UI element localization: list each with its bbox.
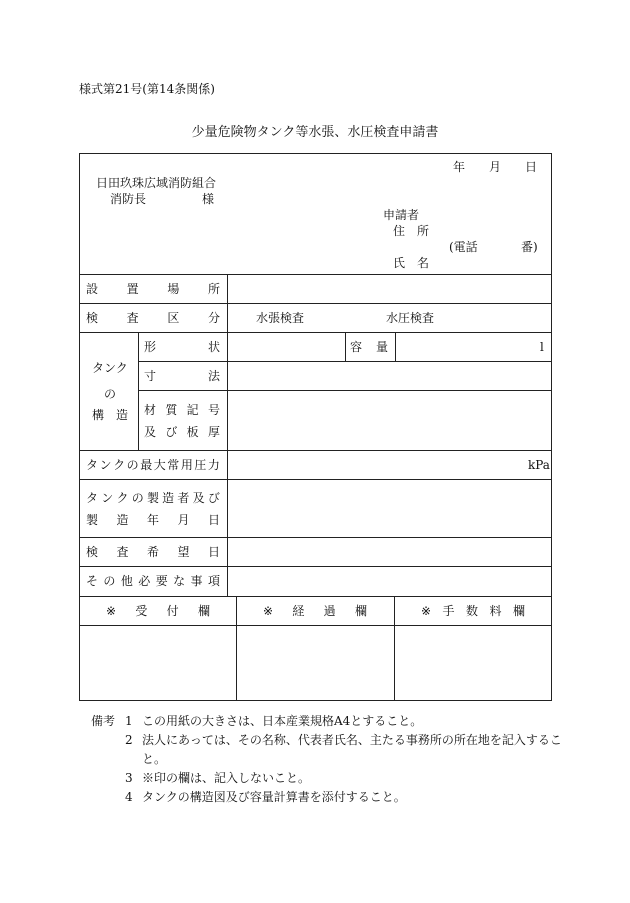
date-day-label: 日: [525, 160, 538, 174]
phone-close-label: 番): [521, 240, 538, 254]
manufacture-date-label: 製 造 年 月 日: [86, 513, 220, 527]
recipient-organization: 日田玖珠広域消防組合: [96, 176, 217, 190]
max-pressure-label: タ ン ク の 最 大 常 用 圧 力: [86, 458, 220, 472]
date-month-label: 月: [489, 160, 502, 174]
water-fill-option: 水張検査: [256, 311, 305, 325]
other-matters-label: そ の 他 必 要 な 事 項: [86, 574, 220, 588]
tank-structure-label-2: の: [104, 387, 117, 401]
progress-column-header: ※ 経 過 欄: [263, 604, 367, 618]
note-text: 法人にあっては、その名称、代表者氏名、主たる事務所の所在地を記入するこ: [142, 733, 562, 747]
thickness-label: 及 び 板 厚: [144, 425, 220, 439]
pressure-unit: kPa: [528, 458, 550, 472]
note-text: と。: [142, 752, 167, 766]
note-text: この用紙の大きさは、日本産業規格A4とすること。: [142, 714, 423, 728]
fee-column-header: ※ 手 数 料 欄: [421, 604, 525, 618]
name-label: 氏 名: [393, 256, 430, 270]
capacity-label: 容 量: [350, 340, 388, 354]
note-number: 2: [125, 733, 133, 747]
note-number: 1: [125, 714, 133, 728]
phone-open-label: (電話: [449, 240, 478, 254]
material-label: 材 質 記 号: [144, 403, 220, 417]
inspection-type-label: 検 査 区 分: [86, 311, 220, 325]
water-pressure-option: 水圧検査: [386, 311, 435, 325]
notes-label: 備考: [91, 714, 116, 728]
capacity-unit: l: [540, 340, 544, 354]
page-title: 少量危険物タンク等水張、水圧検査申請書: [191, 125, 439, 140]
dimensions-label: 寸 法: [144, 369, 220, 383]
desired-date-label: 検 査 希 望 日: [86, 545, 220, 559]
note-number: 3: [125, 771, 133, 785]
recipient-honorific: 様: [202, 192, 215, 206]
shape-label: 形 状: [144, 340, 220, 354]
date-year-label: 年: [453, 160, 466, 174]
note-text: ※印の欄は、記入しないこと。: [142, 771, 311, 785]
form-number: 様式第21号(第14条関係): [79, 82, 215, 96]
location-label: 設 置 場 所: [86, 282, 220, 296]
note-number: 4: [125, 790, 133, 804]
tank-structure-label-1: タンク: [92, 361, 128, 375]
manufacturer-label: タ ン ク の 製 造 者 及 び: [86, 491, 220, 505]
note-text: タンクの構造図及び容量計算書を添付すること。: [142, 790, 406, 804]
address-label: 住 所: [393, 224, 430, 238]
application-form-table: [79, 153, 552, 701]
reception-column-header: ※ 受 付 欄: [106, 604, 210, 618]
tank-structure-label-3: 構 造: [92, 408, 128, 422]
recipient-title: 消防長: [110, 192, 147, 206]
applicant-label: 申請者: [383, 208, 420, 222]
